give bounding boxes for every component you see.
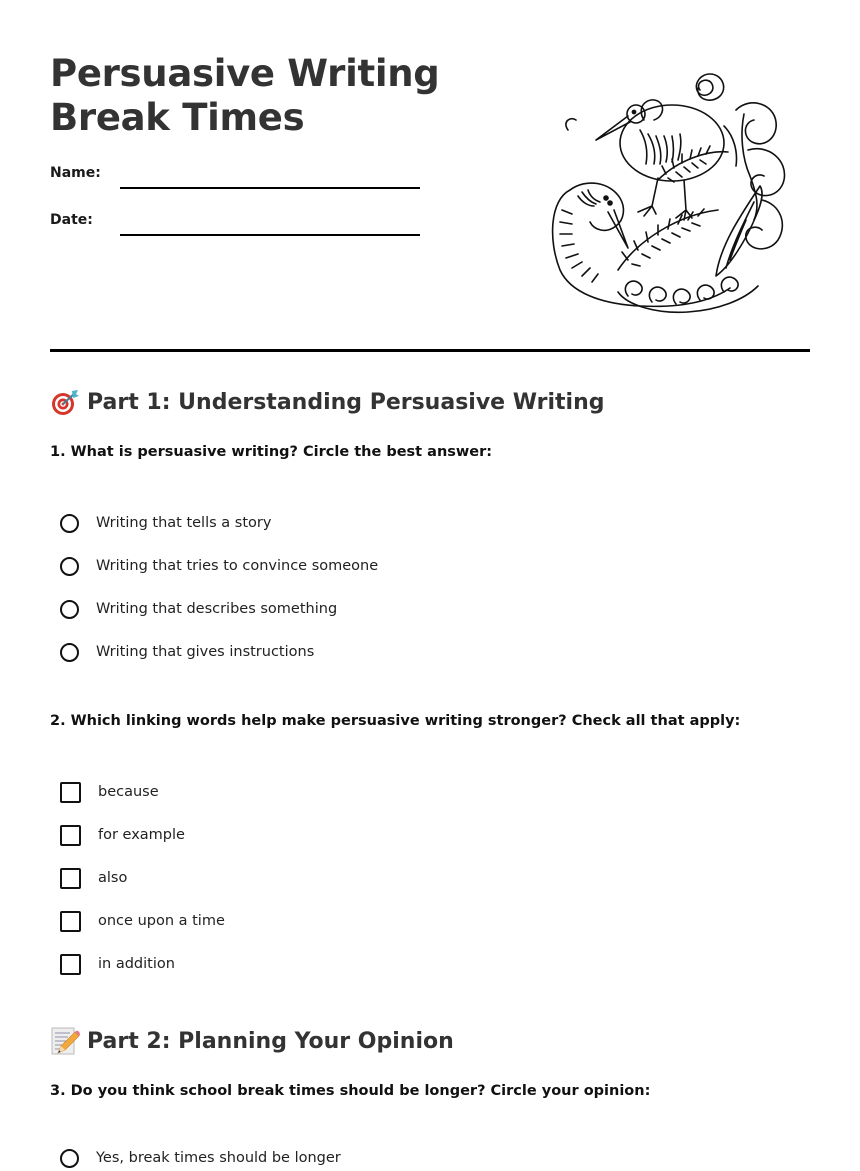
question-3: 3. Do you think school break times should be longer? Circle your opinion: — [50, 1083, 651, 1099]
memo-pencil-icon — [50, 1027, 80, 1055]
checkbox[interactable] — [60, 868, 81, 889]
q1-option-label: Writing that describes something — [96, 601, 338, 617]
q1-option-label: Writing that tells a story — [96, 515, 272, 531]
checkbox[interactable] — [60, 825, 81, 846]
kiwi-illustration — [548, 70, 798, 315]
q2-option-label: once upon a time — [98, 913, 225, 929]
circle-marker[interactable] — [60, 1149, 79, 1168]
part1-heading — [50, 388, 604, 416]
q2-option-label: for example — [98, 827, 185, 843]
q2-option-for-example[interactable] — [60, 822, 185, 848]
q2-option-in-addition[interactable] — [60, 951, 175, 977]
name-field-row — [50, 163, 420, 193]
header-divider — [50, 349, 810, 352]
q1-option-label: Writing that gives instructions — [96, 644, 315, 660]
checkbox[interactable] — [60, 911, 81, 932]
q2-option-because[interactable] — [60, 779, 159, 805]
part1-heading-text: Part 1: Understanding Persuasive Writing — [87, 389, 605, 415]
part2-heading — [50, 1027, 454, 1055]
q1-option-4[interactable] — [60, 639, 314, 665]
checkbox[interactable] — [60, 954, 81, 975]
question-2: 2. Which linking words help make persuasive writing stronger? Check all that apply: — [50, 713, 741, 729]
circle-marker[interactable] — [60, 514, 79, 533]
date-input[interactable] — [120, 234, 420, 236]
q1-option-2[interactable] — [60, 553, 378, 579]
q3-option-label: Yes, break times should be longer — [96, 1150, 341, 1166]
q2-option-once-upon-a-time[interactable] — [60, 908, 225, 934]
q1-option-1[interactable] — [60, 510, 271, 536]
worksheet-page — [50, 0, 810, 1166]
name-input[interactable] — [120, 187, 420, 189]
worksheet-title — [50, 52, 439, 140]
name-label: Name: — [50, 165, 101, 181]
question-1: 1. What is persuasive writing? Circle the best answer: — [50, 444, 493, 460]
q2-option-label: in addition — [98, 956, 175, 972]
date-label: Date: — [50, 212, 93, 228]
circle-marker[interactable] — [60, 643, 79, 662]
circle-marker[interactable] — [60, 557, 79, 576]
q2-option-label: also — [98, 870, 128, 886]
date-field-row — [50, 210, 420, 240]
part2-heading-text: Part 2: Planning Your Opinion — [87, 1028, 454, 1054]
worksheet-header — [50, 0, 810, 352]
title-line-2: Break Times — [50, 96, 305, 139]
dart-target-icon — [50, 388, 80, 416]
q2-option-label: because — [98, 784, 159, 800]
q1-option-3[interactable] — [60, 596, 337, 622]
checkbox[interactable] — [60, 782, 81, 803]
q2-option-also[interactable] — [60, 865, 127, 891]
title-line-1: Persuasive Writing — [50, 52, 440, 95]
q1-option-label: Writing that tries to convince someone — [96, 558, 379, 574]
circle-marker[interactable] — [60, 600, 79, 619]
q3-option-1[interactable] — [60, 1145, 341, 1171]
